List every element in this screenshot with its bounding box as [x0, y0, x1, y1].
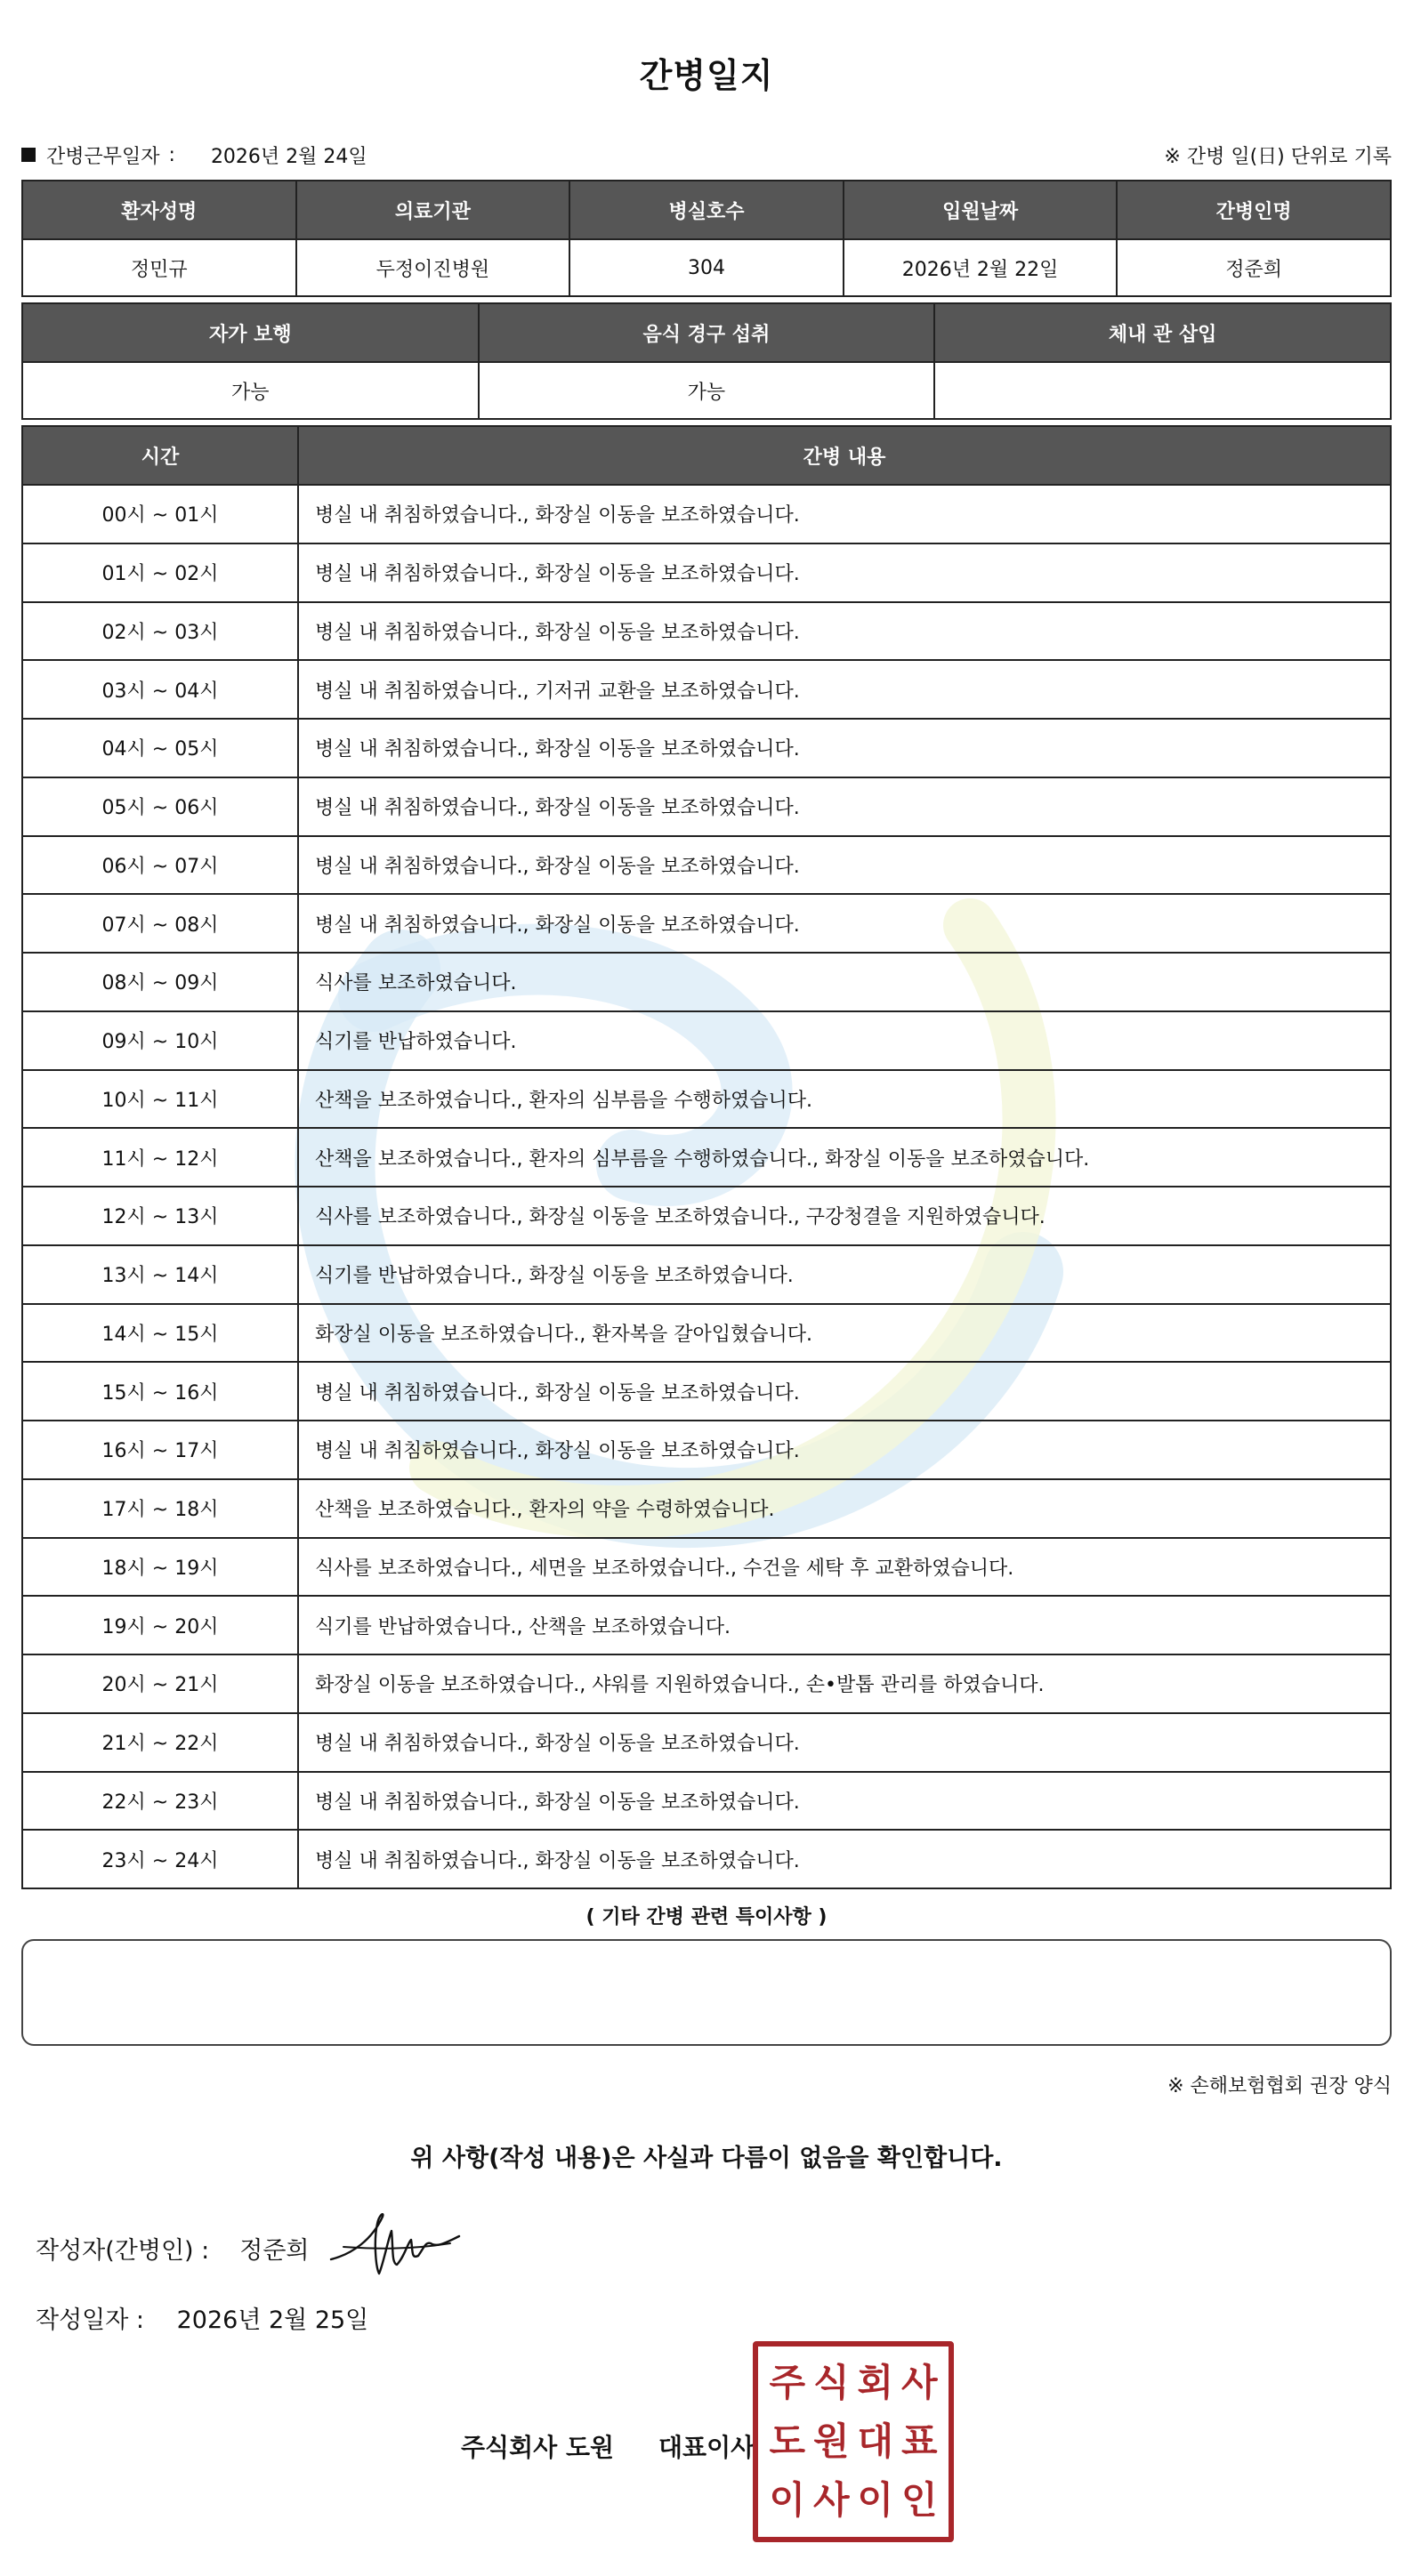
- row-content: 병실 내 취침하였습니다., 화장실 이동을 보조하였습니다.: [298, 485, 1391, 543]
- row-content: 산책을 보조하였습니다., 환자의 심부름을 수행하였습니다.: [298, 1070, 1391, 1129]
- seal-character: 이: [769, 2478, 806, 2522]
- row-time: 23시 ~ 24시: [22, 1830, 298, 1888]
- notes-title: ( 기타 간병 관련 특이사항 ): [585, 1906, 828, 1928]
- row-content: 병실 내 취침하였습니다., 화장실 이동을 보조하였습니다.: [298, 836, 1391, 895]
- row-content: 식사를 보조하였습니다., 화장실 이동을 보조하였습니다., 구강청결을 지원하였습니다.: [298, 1187, 1391, 1245]
- row-content: 식사를 보조하였습니다., 세면을 보조하였습니다., 수건을 세탁 후 교환하였습니다.: [298, 1538, 1391, 1597]
- row-time: 06시 ~ 07시: [22, 836, 298, 895]
- row-time: 10시 ~ 11시: [22, 1070, 298, 1129]
- row-content: 화장실 이동을 보조하였습니다., 환자복을 갈아입혔습니다.: [298, 1304, 1391, 1363]
- page-title: 간병일지: [639, 56, 774, 95]
- row-time: 16시 ~ 17시: [22, 1421, 298, 1479]
- row-time: 22시 ~ 23시: [22, 1772, 298, 1831]
- self-walking: 가능: [22, 362, 479, 419]
- work-date-value: 2026년 2월 24일: [210, 145, 367, 168]
- row-content: 식사를 보조하였습니다.: [298, 953, 1391, 1011]
- writer-line: [36, 2231, 310, 2266]
- header-care-content: 간병 내용: [298, 426, 1391, 485]
- table-row: [22, 660, 1391, 719]
- admission-date: 2026년 2월 22일: [844, 239, 1118, 296]
- caregiver-name: 정준희: [1117, 239, 1391, 296]
- table-row: [22, 777, 1391, 836]
- work-date-label: 간병근무일자: [46, 145, 160, 168]
- care-log-table: [21, 425, 1392, 1889]
- row-content: 병실 내 취침하였습니다., 기저귀 교환을 보조하였습니다.: [298, 660, 1391, 719]
- row-time: 14시 ~ 15시: [22, 1304, 298, 1363]
- table-row: [22, 1772, 1391, 1831]
- seal-character: 도: [769, 2419, 806, 2463]
- row-content: 병실 내 취침하였습니다., 화장실 이동을 보조하였습니다.: [298, 543, 1391, 602]
- notes-box: [21, 1939, 1392, 2046]
- row-content: 병실 내 취침하였습니다., 화장실 이동을 보조하였습니다.: [298, 1772, 1391, 1831]
- row-content: 병실 내 취침하였습니다., 화장실 이동을 보조하였습니다.: [298, 894, 1391, 953]
- table-row: [22, 1245, 1391, 1304]
- written-date-line: [36, 2300, 368, 2335]
- table-row: [22, 836, 1391, 895]
- header-time: 시간: [22, 426, 298, 485]
- writer-name: 정준희: [239, 2237, 310, 2265]
- work-date: [21, 141, 367, 169]
- row-content: 병실 내 취침하였습니다., 화장실 이동을 보조하였습니다.: [298, 1713, 1391, 1772]
- tube-insertion: [934, 362, 1391, 419]
- table-row: [22, 1538, 1391, 1597]
- table-row: [22, 543, 1391, 602]
- seal-character: 주: [769, 2361, 806, 2404]
- row-content: 병실 내 취침하였습니다., 화장실 이동을 보조하였습니다.: [298, 1362, 1391, 1421]
- written-date-label: 작성일자 :: [36, 2306, 145, 2334]
- table-row: [22, 1830, 1391, 1888]
- patient-name: 정민규: [22, 239, 296, 296]
- association-note: ※ 손해보험협회 권장 양식: [1167, 2075, 1392, 2097]
- row-time: 12시 ~ 13시: [22, 1187, 298, 1245]
- header-oral-intake: 음식 경구 섭취: [479, 303, 935, 362]
- seal-character: 원: [812, 2419, 850, 2463]
- written-date-value: 2026년 2월 25일: [176, 2306, 369, 2334]
- square-bullet-icon: [21, 148, 36, 162]
- row-time: 07시 ~ 08시: [22, 894, 298, 953]
- row-time: 18시 ~ 19시: [22, 1538, 298, 1597]
- table-row: [22, 953, 1391, 1011]
- row-time: 09시 ~ 10시: [22, 1011, 298, 1070]
- ability-table: [21, 302, 1392, 420]
- header-caregiver-name: 간병인명: [1117, 181, 1391, 239]
- confirmation-statement: 위 사항(작성 내용)은 사실과 다름이 없음을 확인합니다.: [410, 2145, 1003, 2172]
- header-admission-date: 입원날짜: [844, 181, 1118, 239]
- seal-character: 사: [812, 2478, 850, 2522]
- writer-label: 작성자(간병인) :: [36, 2237, 210, 2265]
- header-tube-insertion: 체내 관 삽입: [934, 303, 1391, 362]
- table-row: [22, 719, 1391, 777]
- row-content: 병실 내 취침하였습니다., 화장실 이동을 보조하였습니다.: [298, 602, 1391, 661]
- table-row: [22, 1362, 1391, 1421]
- table-row: [22, 1128, 1391, 1187]
- row-content: 화장실 이동을 보조하였습니다., 샤워를 지원하였습니다., 손•발톱 관리를 하였습니다.: [298, 1654, 1391, 1713]
- row-content: 식기를 반납하였습니다.: [298, 1011, 1391, 1070]
- table-row: [22, 485, 1391, 543]
- seal-character: 이: [857, 2478, 894, 2522]
- header-room-number: 병실호수: [569, 181, 844, 239]
- seal-character: 회: [857, 2361, 894, 2404]
- patient-info-table: [21, 180, 1392, 297]
- table-row: [22, 1011, 1391, 1070]
- table-row: [22, 1070, 1391, 1129]
- table-row: [22, 1713, 1391, 1772]
- table-row: [22, 1187, 1391, 1245]
- row-content: 산책을 보조하였습니다., 환자의 심부름을 수행하였습니다., 화장실 이동을 보조하였습니다.: [298, 1128, 1391, 1187]
- table-row: [22, 1421, 1391, 1479]
- record-note: ※ 간병 일(日) 단위로 기록: [1164, 145, 1392, 168]
- row-content: 병실 내 취침하였습니다., 화장실 이동을 보조하였습니다.: [298, 777, 1391, 836]
- table-row: [22, 1479, 1391, 1538]
- row-time: 08시 ~ 09시: [22, 953, 298, 1011]
- row-time: 01시 ~ 02시: [22, 543, 298, 602]
- row-time: 20시 ~ 21시: [22, 1654, 298, 1713]
- row-content: 식기를 반납하였습니다., 화장실 이동을 보조하였습니다.: [298, 1245, 1391, 1304]
- seal-character: 대: [857, 2419, 894, 2463]
- row-time: 21시 ~ 22시: [22, 1713, 298, 1772]
- row-content: 식기를 반납하였습니다., 산책을 보조하였습니다.: [298, 1596, 1391, 1654]
- row-content: 병실 내 취침하였습니다., 화장실 이동을 보조하였습니다.: [298, 1421, 1391, 1479]
- row-time: 17시 ~ 18시: [22, 1479, 298, 1538]
- row-content: 병실 내 취침하였습니다., 화장실 이동을 보조하였습니다.: [298, 1830, 1391, 1888]
- row-time: 00시 ~ 01시: [22, 485, 298, 543]
- table-row: [22, 602, 1391, 661]
- row-content: 병실 내 취침하였습니다., 화장실 이동을 보조하였습니다.: [298, 719, 1391, 777]
- header-patient-name: 환자성명: [22, 181, 296, 239]
- room-number: 304: [569, 239, 844, 296]
- row-time: 11시 ~ 12시: [22, 1128, 298, 1187]
- row-time: 15시 ~ 16시: [22, 1362, 298, 1421]
- row-time: 13시 ~ 14시: [22, 1245, 298, 1304]
- seal-character: 인: [900, 2478, 938, 2522]
- seal-character: 표: [900, 2419, 938, 2463]
- row-time: 19시 ~ 20시: [22, 1596, 298, 1654]
- header-self-walking: 자가 보행: [22, 303, 479, 362]
- table-row: [22, 1596, 1391, 1654]
- work-date-separator: :: [168, 143, 175, 166]
- row-time: 02시 ~ 03시: [22, 602, 298, 661]
- row-time: 05시 ~ 06시: [22, 777, 298, 836]
- row-time: 03시 ~ 04시: [22, 660, 298, 719]
- oral-intake: 가능: [479, 362, 935, 419]
- header-hospital: 의료기관: [296, 181, 570, 239]
- signature-image: [326, 2204, 468, 2284]
- seal-character: 사: [900, 2361, 938, 2404]
- company-name: 주식회사 도원: [461, 2433, 615, 2462]
- company-seal: [753, 2341, 954, 2542]
- table-row: [22, 1304, 1391, 1363]
- hospital: 두정이진병원: [296, 239, 570, 296]
- care-log-body: [22, 485, 1391, 1888]
- row-content: 산책을 보조하였습니다., 환자의 약을 수령하였습니다.: [298, 1479, 1391, 1538]
- meta-row: [21, 139, 1392, 171]
- row-time: 04시 ~ 05시: [22, 719, 298, 777]
- table-row: [22, 894, 1391, 953]
- table-row: [22, 1654, 1391, 1713]
- seal-character: 식: [812, 2361, 850, 2404]
- ceo-title: 대표이사: [658, 2433, 755, 2462]
